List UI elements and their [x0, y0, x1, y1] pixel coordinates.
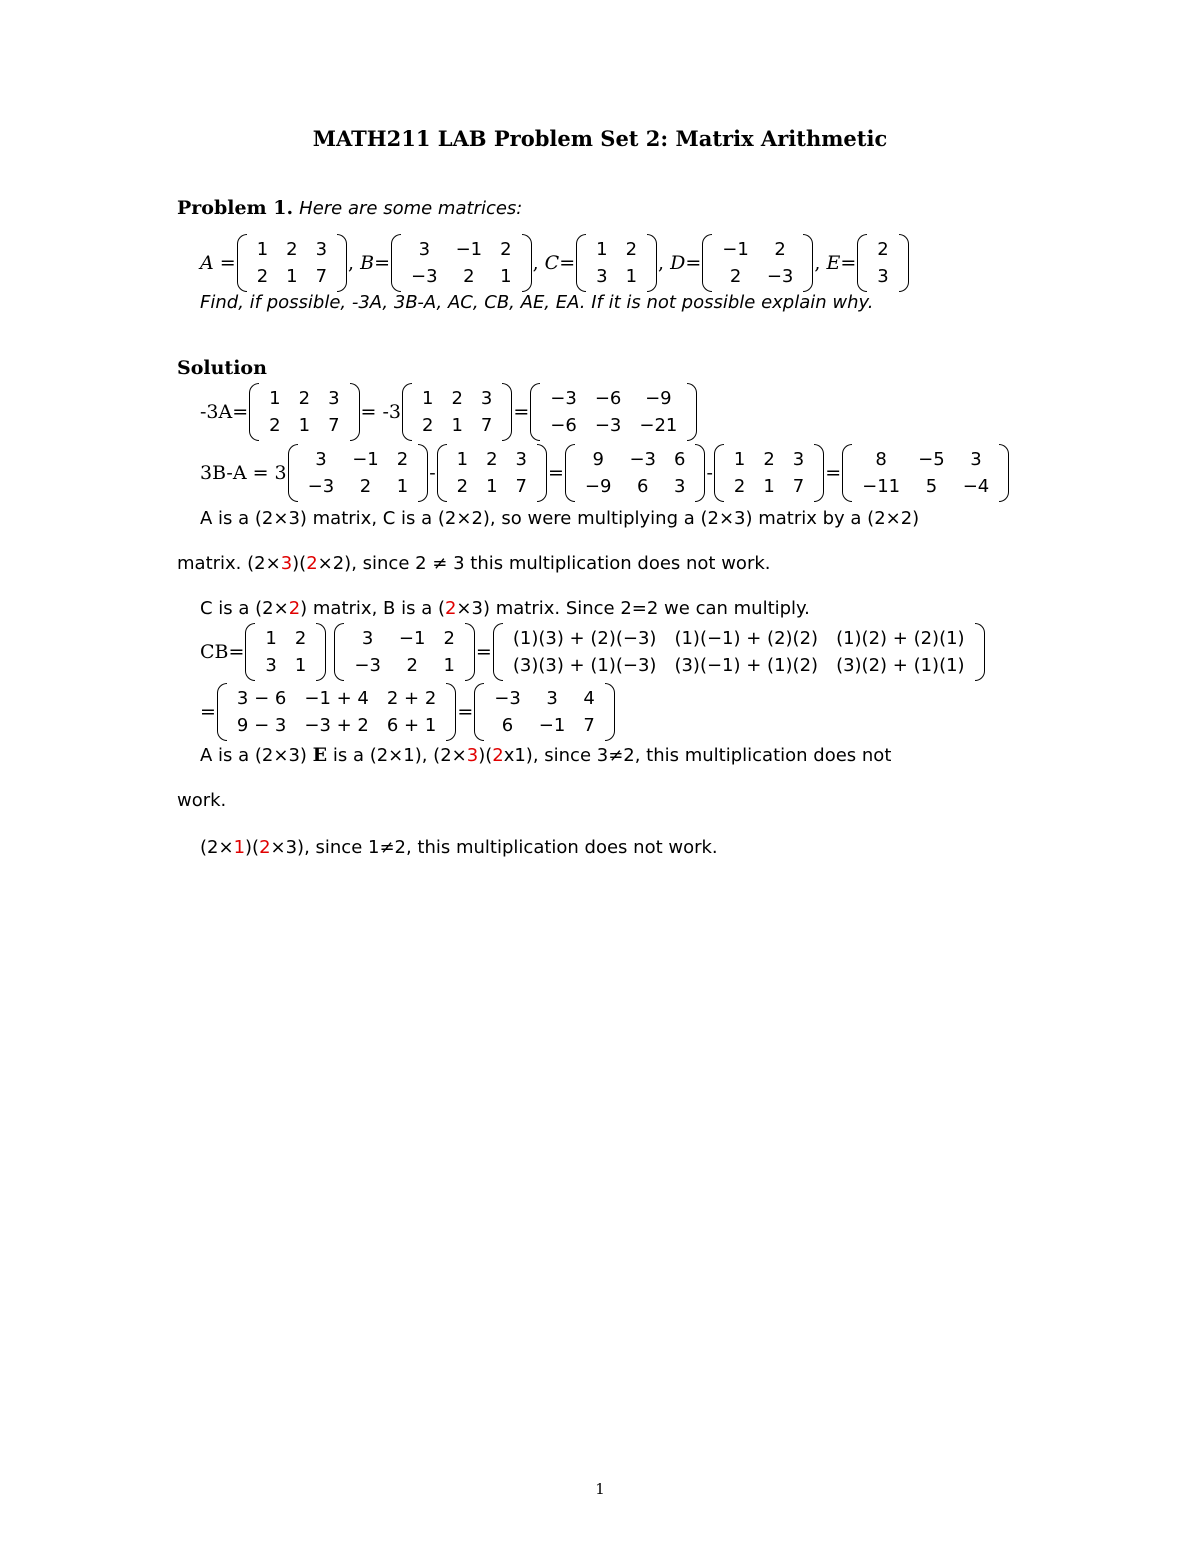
- matrix-d-name: D=: [670, 252, 702, 274]
- matrix-cell: 6: [673, 449, 686, 470]
- matrix-grid: [503, 623, 975, 681]
- problem-label: Problem 1.: [177, 197, 294, 219]
- threeb-eq-1: =: [547, 462, 564, 484]
- right-paren: [537, 444, 547, 502]
- threeb-matrix-2: [437, 444, 547, 502]
- matrix-cell: 3 − 6: [236, 688, 287, 709]
- matrix-cell: 7: [792, 476, 805, 497]
- matrix-b-name: B=: [360, 252, 391, 274]
- matrix-cell: 7: [583, 715, 595, 736]
- matrix-cell: 1: [763, 476, 775, 497]
- left-paren: [493, 623, 503, 681]
- matrix-cell: 1: [596, 239, 608, 260]
- matrix-cell: 3: [596, 266, 608, 287]
- matrix-cell: 1: [443, 655, 455, 676]
- left-paren: [288, 444, 298, 502]
- matrix-cell: 1: [286, 266, 298, 287]
- right-paren: [418, 444, 428, 502]
- matrix-cell: −4: [962, 476, 990, 497]
- matrix-cell: −3: [550, 388, 577, 409]
- left-paren: [217, 683, 227, 741]
- matrix-cell: (3)(−1) + (1)(2): [674, 655, 819, 676]
- matrix-cell: 2: [486, 449, 498, 470]
- matrix-cell: −1: [722, 239, 749, 260]
- matrix-grid: [575, 444, 696, 502]
- matrix-cell: 2: [451, 388, 463, 409]
- matrix-cell: −1: [538, 715, 566, 736]
- matrix-grid: [344, 623, 465, 681]
- ac-text-2c: ×2), since 2 ≠ 3 this multiplication does not work.: [317, 552, 771, 574]
- matrix-cell: 2: [456, 476, 469, 497]
- matrix-cell: 1: [421, 388, 434, 409]
- matrix-cell: 2 + 2: [386, 688, 437, 709]
- ae-e-bold: E: [312, 744, 328, 766]
- right-paren: [446, 683, 456, 741]
- matrix-cell: 1: [451, 415, 463, 436]
- threeb-minus-2: -: [706, 462, 713, 484]
- neg3a-eq: =: [513, 401, 530, 423]
- ae-text-b: is a (2×1), (2×: [327, 744, 467, 766]
- matrix-cell: (1)(3) + (2)(−3): [512, 628, 657, 649]
- matrix-cell: 1: [456, 449, 469, 470]
- matrix-cell: −3: [594, 415, 622, 436]
- matrix-cell: 2: [463, 266, 475, 287]
- matrix-cell: −1: [398, 628, 426, 649]
- left-paren: [565, 444, 575, 502]
- matrix-grid: [586, 234, 647, 292]
- cb-text-b: ) matrix, B is a (: [300, 597, 445, 619]
- matrix-cell: −3: [411, 266, 438, 287]
- ae-text-a: A is a (2×3): [200, 744, 313, 766]
- problem-task-line: [200, 287, 874, 317]
- matrix-cell: −1: [352, 449, 379, 470]
- ea-text-a: (2×: [200, 836, 234, 858]
- neg3a-matrix-2: [402, 383, 512, 441]
- matrix-cell: (3)(2) + (1)(1): [836, 655, 965, 676]
- cb-sum-matrix: [217, 683, 456, 741]
- matrix-d: [702, 234, 813, 292]
- cb-text-c: ×3) matrix. Since 2=2 we can multiply.: [456, 597, 810, 619]
- right-paren: [465, 623, 475, 681]
- matrix-grid: [401, 234, 522, 292]
- ac-text-2b: )(: [292, 552, 307, 574]
- matrix-cell: −21: [639, 415, 678, 436]
- right-paren: [975, 623, 985, 681]
- matrix-grid: [852, 444, 999, 502]
- cb-expanded-matrix: [493, 623, 985, 681]
- matrix-grid: [447, 444, 537, 502]
- left-paren: [437, 444, 447, 502]
- ea-text-c: ×3), since 1≠2, this multiplication does not work.: [270, 836, 718, 858]
- matrix-cell: 2: [763, 449, 775, 470]
- ac-red-2: 2: [306, 552, 318, 574]
- matrix-cell: −5: [918, 449, 945, 470]
- matrix-cell: −1 + 4: [304, 688, 369, 709]
- matrix-cell: 1: [294, 655, 307, 676]
- matrix-cell: 7: [515, 476, 527, 497]
- threeb-lhs: 3B-A = 3: [200, 462, 287, 484]
- right-paren: [350, 383, 360, 441]
- ae-text-d: x1), since 3≠2, this multiplication does not: [503, 744, 892, 766]
- matrix-cell: 5: [925, 476, 938, 497]
- matrix-cell: 3: [361, 628, 374, 649]
- ae-text-line2: work.: [177, 789, 227, 811]
- matrix-cell: 2: [443, 628, 455, 649]
- matrix-cell: −3: [766, 266, 794, 287]
- matrix-cell: −9: [584, 476, 612, 497]
- threeb-matrix-1: [288, 444, 429, 502]
- matrix-a: [237, 234, 347, 292]
- matrix-cell: 3: [265, 655, 277, 676]
- comma: ,: [814, 252, 821, 274]
- threeb-result-matrix: [842, 444, 1009, 502]
- right-paren: [647, 234, 657, 292]
- matrix-cell: 7: [328, 415, 340, 436]
- matrix-cell: 2: [733, 476, 746, 497]
- matrix-grid: [712, 234, 803, 292]
- left-paren: [530, 383, 540, 441]
- matrix-e-name: E=: [826, 252, 857, 274]
- matrix-cell: 3: [877, 266, 889, 287]
- matrix-cell: 1: [500, 266, 512, 287]
- matrix-cell: (1)(2) + (2)(1): [836, 628, 965, 649]
- page-title: MATH211 LAB Problem Set 2: Matrix Arithmetic: [312, 126, 888, 151]
- matrix-cell: (1)(−1) + (2)(2): [674, 628, 819, 649]
- ea-text-b: )(: [245, 836, 260, 858]
- matrix-grid: [227, 683, 446, 741]
- cb-matrix-c: [245, 623, 326, 681]
- matrix-cell: 3: [418, 239, 431, 260]
- ac-line-1: [200, 503, 919, 533]
- matrix-cell: 2: [396, 449, 409, 470]
- right-paren: [687, 383, 697, 441]
- right-paren: [695, 444, 705, 502]
- right-paren: [316, 623, 326, 681]
- matrix-cell: 1: [396, 476, 409, 497]
- left-paren: [702, 234, 712, 292]
- matrix-cell: 7: [480, 415, 493, 436]
- matrix-cell: 1: [625, 266, 638, 287]
- matrix-cell: 3: [673, 476, 686, 497]
- threeb-matrix-4: [714, 444, 824, 502]
- matrix-cell: 2: [294, 628, 307, 649]
- matrix-cell: 1: [298, 415, 311, 436]
- matrix-cell: 3: [480, 388, 493, 409]
- ea-red-2: 2: [259, 836, 271, 858]
- cb-eq-3: =: [457, 701, 474, 723]
- matrix-grid: [867, 234, 898, 292]
- right-paren: [522, 234, 532, 292]
- cb-equation-1: [200, 619, 986, 685]
- cb-result-matrix: [474, 683, 615, 741]
- left-paren: [245, 623, 255, 681]
- matrix-cell: −9: [645, 388, 672, 409]
- matrix-cell: 6: [501, 715, 514, 736]
- matrix-cell: 1: [269, 388, 281, 409]
- matrix-cell: −3 + 2: [304, 715, 369, 736]
- ae-red-2: 2: [492, 744, 504, 766]
- cb-eq-1: =: [475, 641, 492, 663]
- cb-red-2: 2: [444, 597, 457, 619]
- matrix-cell: −3: [629, 449, 656, 470]
- problem-intro-line: [177, 193, 522, 223]
- left-paren: [249, 383, 259, 441]
- ac-red-1: 3: [280, 552, 293, 574]
- matrix-a-name: A =: [200, 252, 236, 274]
- neg3a-equation: [200, 379, 698, 445]
- matrix-e: [857, 234, 908, 292]
- neg3a-result-matrix: [530, 383, 697, 441]
- threeb-equation: [200, 440, 1010, 506]
- matrix-cell: 3: [546, 688, 558, 709]
- right-paren: [605, 683, 615, 741]
- left-paren: [842, 444, 852, 502]
- matrix-cell: 1: [256, 239, 269, 260]
- comma: ,: [348, 252, 355, 274]
- matrix-cell: 2: [421, 415, 434, 436]
- matrix-cell: 1: [265, 628, 277, 649]
- matrix-grid: [484, 683, 605, 741]
- left-paren: [402, 383, 412, 441]
- ea-red-1: 1: [233, 836, 246, 858]
- matrix-cell: 2: [500, 239, 512, 260]
- matrix-cell: 2: [286, 239, 298, 260]
- matrix-grid: [255, 623, 316, 681]
- matrix-cell: 3: [970, 449, 982, 470]
- matrix-cell: 1: [733, 449, 746, 470]
- matrix-cell: 2: [359, 476, 372, 497]
- neg3a-matrix-1: [249, 383, 359, 441]
- page-number: 1: [595, 1480, 605, 1498]
- cb-red-1: 2: [288, 597, 301, 619]
- matrix-cell: −6: [550, 415, 577, 436]
- matrix-grid: [259, 383, 349, 441]
- right-paren: [899, 234, 909, 292]
- left-paren: [576, 234, 586, 292]
- matrix-cell: 3: [315, 449, 327, 470]
- matrix-c: [576, 234, 657, 292]
- matrix-cell: 3: [328, 388, 340, 409]
- comma: ,: [658, 252, 665, 274]
- matrix-cell: −6: [594, 388, 622, 409]
- matrix-grid: [540, 383, 687, 441]
- ae-text-c: )(: [478, 744, 493, 766]
- left-paren: [474, 683, 484, 741]
- matrix-cell: −11: [862, 476, 901, 497]
- matrix-cell: 2: [256, 266, 269, 287]
- problem-intro: Here are some matrices:: [299, 197, 523, 219]
- problem-task: Find, if possible, -3A, 3B-A, AC, CB, AE, EA. If it is not possible explain why.: [200, 291, 874, 313]
- neg3a-lhs: -3A=: [200, 401, 249, 423]
- matrix-cell: 2: [298, 388, 311, 409]
- ac-line-2: [177, 548, 771, 578]
- matrix-cell: 6: [636, 476, 649, 497]
- matrix-cell: 2: [406, 655, 418, 676]
- right-paren: [803, 234, 813, 292]
- cb-matrix-b: [334, 623, 475, 681]
- solution-heading: Solution: [177, 357, 267, 379]
- matrix-cell: −3: [494, 688, 521, 709]
- matrix-cell: 3: [792, 449, 805, 470]
- ae-line-2: [177, 785, 226, 815]
- cb-text-a: C is a (2×: [200, 597, 289, 619]
- threeb-eq-2: =: [825, 462, 842, 484]
- comma: ,: [532, 252, 539, 274]
- matrix-cell: −3: [354, 655, 381, 676]
- matrix-grid: [412, 383, 502, 441]
- neg3a-eq-neg3: = -3: [360, 401, 401, 423]
- matrix-c-name: C=: [544, 252, 576, 274]
- matrix-cell: 9: [592, 449, 604, 470]
- matrix-cell: 3: [315, 239, 328, 260]
- matrix-cell: 3: [515, 449, 527, 470]
- matrix-cell: −1: [455, 239, 483, 260]
- matrix-grid: [247, 234, 337, 292]
- ae-line-1: [200, 740, 891, 770]
- matrix-grid: [298, 444, 419, 502]
- matrix-cell: 7: [315, 266, 328, 287]
- left-paren: [391, 234, 401, 292]
- right-paren: [814, 444, 824, 502]
- matrix-cell: (3)(3) + (1)(−3): [512, 655, 657, 676]
- matrix-cell: 2: [625, 239, 638, 260]
- right-paren: [999, 444, 1009, 502]
- ea-line: [200, 832, 718, 862]
- cb-eq-2: =: [200, 701, 216, 723]
- left-paren: [237, 234, 247, 292]
- matrix-cell: 4: [583, 688, 595, 709]
- matrix-cell: 2: [877, 239, 889, 260]
- matrix-grid: [724, 444, 814, 502]
- ae-red-1: 3: [466, 744, 479, 766]
- matrix-cell: 8: [875, 449, 887, 470]
- matrix-cell: 1: [486, 476, 498, 497]
- cb-equation-2: [200, 679, 616, 745]
- ac-text-1: A is a (2×3) matrix, C is a (2×2), so were multiplying a (2×3) matrix by a (2×2): [200, 507, 920, 529]
- threeb-matrix-3: [565, 444, 706, 502]
- left-paren: [334, 623, 344, 681]
- ac-text-2a: matrix. (2×: [177, 552, 281, 574]
- matrix-cell: 9 − 3: [236, 715, 287, 736]
- cb-lhs: CB=: [200, 641, 245, 663]
- matrix-cell: 6 + 1: [386, 715, 437, 736]
- left-paren: [714, 444, 724, 502]
- matrix-cell: −3: [307, 476, 335, 497]
- right-paren: [502, 383, 512, 441]
- matrix-cell: 2: [774, 239, 786, 260]
- threeb-minus-1: -: [429, 462, 436, 484]
- matrix-cell: 2: [729, 266, 742, 287]
- right-paren: [337, 234, 347, 292]
- matrix-cell: 2: [269, 415, 281, 436]
- left-paren: [857, 234, 867, 292]
- matrix-b: [391, 234, 532, 292]
